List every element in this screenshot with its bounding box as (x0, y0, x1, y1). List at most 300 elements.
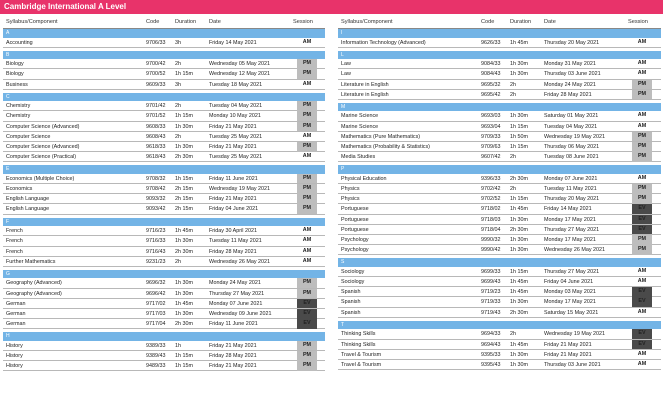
code-cell: 9489/33 (146, 363, 166, 370)
session-badge: PM (632, 235, 652, 245)
subject-cell: Business (6, 81, 28, 88)
session-badge: PM (632, 245, 652, 255)
code-cell: 9396/33 (481, 175, 501, 182)
code-cell: 9084/43 (481, 71, 501, 78)
session-badge: EV (632, 215, 652, 225)
session-badge: AM (302, 132, 312, 139)
subject-cell: Computer Science (Advanced) (6, 123, 80, 130)
subject-cell: Geography (Advanced) (6, 280, 62, 287)
session-badge: PM (297, 278, 317, 288)
session-badge: PM (632, 184, 652, 194)
date-cell: Thursday 20 May 2021 (544, 39, 600, 46)
subject-cell: Physical Education (341, 175, 387, 182)
duration-cell: 1h 50m (510, 133, 528, 140)
header-subject: Syllabus/Component (341, 19, 393, 25)
table-row (3, 80, 325, 90)
session-badge: PM (297, 122, 317, 132)
code-cell: 9702/42 (481, 186, 501, 193)
table-row (338, 350, 661, 360)
date-cell: Friday 14 May 2021 (544, 206, 592, 213)
timetable-right-column (338, 16, 661, 373)
session-badge: AM (637, 174, 647, 181)
duration-cell: 1h 30m (175, 144, 193, 150)
duration-cell: 2h 15m (175, 196, 193, 203)
code-cell: 9717/03 (146, 310, 166, 317)
date-cell: Wednesday 09 June 2021 (209, 310, 272, 317)
date-cell: Tuesday 25 May 2021 (209, 154, 263, 161)
code-cell: 9990/42 (481, 247, 501, 254)
date-cell: Tuesday 11 May 2021 (544, 186, 597, 193)
subject-cell: Marine Science (341, 113, 379, 120)
table-row (3, 69, 325, 79)
subject-cell: Travel & Tourism (341, 361, 382, 368)
duration-cell: 2h 30m (510, 175, 528, 182)
date-cell: Thursday 03 June 2021 (544, 71, 601, 78)
duration-cell: 2h 15m (175, 206, 193, 213)
section-letter: T (341, 321, 345, 328)
session-badge: PM (297, 174, 317, 184)
subject-cell: Accounting (6, 39, 33, 46)
table-row (3, 122, 325, 132)
table-header (338, 16, 661, 29)
date-cell: Friday 28 May 2021 (209, 353, 257, 359)
code-cell: 9706/33 (146, 39, 166, 46)
date-cell: Friday 28 May 2021 (209, 248, 257, 255)
date-cell: Monday 17 May 2021 (544, 299, 596, 306)
code-cell: 9716/43 (146, 248, 166, 255)
date-cell: Monday 24 May 2021 (544, 81, 596, 88)
subject-cell: Thinking Skills (341, 331, 376, 338)
duration-cell: 1h (175, 342, 181, 349)
table-row (338, 132, 661, 142)
section-letter: P (341, 166, 345, 173)
session-badge: PM (632, 90, 652, 100)
session-badge: AM (637, 60, 647, 67)
session-badge: AM (302, 80, 312, 87)
duration-cell: 2h (175, 133, 181, 140)
duration-cell: 1h 30m (510, 71, 528, 78)
code-cell: 9717/02 (146, 300, 166, 307)
table-row (338, 122, 661, 132)
duration-cell: 1h 30m (510, 61, 528, 68)
duration-cell: 1h 30m (510, 113, 528, 120)
session-badge: PM (297, 142, 317, 152)
table-row (3, 174, 325, 184)
session-badge: AM (637, 112, 647, 119)
subject-cell: Portuguese (341, 226, 369, 233)
session-badge: AM (637, 360, 647, 367)
duration-cell: 1h 15m (175, 175, 193, 182)
table-row (3, 142, 325, 152)
table-row (338, 340, 661, 350)
code-cell: 9718/04 (481, 226, 501, 233)
table-row (3, 226, 325, 236)
date-cell: Wednesday 26 May 2021 (209, 258, 271, 265)
session-badge: AM (637, 267, 647, 274)
subject-cell: Sociology (341, 268, 365, 275)
date-cell: Monday 10 May 2021 (209, 113, 261, 120)
code-cell: 9626/33 (481, 39, 501, 46)
subject-cell: Information Technology (Advanced) (341, 39, 426, 46)
subject-cell: English Language (6, 206, 50, 213)
table-row (3, 204, 325, 214)
subject-cell: French (6, 248, 23, 255)
title-banner (0, 0, 663, 14)
session-badge: EV (632, 225, 652, 235)
subject-cell: Mathematics (Pure Mathematics) (341, 133, 421, 140)
section-letter: I (341, 30, 343, 36)
session-badge: AM (637, 350, 647, 357)
section-letter: E (6, 166, 10, 173)
session-badge: AM (302, 257, 312, 264)
session-badge: PM (297, 361, 317, 371)
table-row (3, 247, 325, 257)
section-header (3, 332, 325, 341)
duration-cell: 1h 30m (175, 280, 193, 287)
date-cell: Wednesday 05 May 2021 (209, 61, 271, 68)
duration-cell: 1h 30m (510, 237, 528, 243)
code-cell: 9717/04 (146, 321, 166, 328)
subject-cell: French (6, 238, 23, 245)
code-cell: 9395/43 (481, 361, 501, 368)
duration-cell: 1h 30m (175, 310, 193, 317)
table-row (338, 235, 661, 245)
table-row (3, 59, 325, 69)
date-cell: Monday 03 May 2021 (544, 289, 596, 296)
duration-cell: 2h (175, 103, 181, 110)
section-header (338, 258, 661, 267)
session-badge: EV (297, 319, 317, 329)
date-cell: Friday 28 May 2021 (544, 91, 592, 98)
date-cell: Monday 31 May 2021 (544, 61, 596, 68)
date-cell: Tuesday 11 May 2021 (209, 238, 262, 245)
table-row (338, 329, 661, 339)
table-row (3, 111, 325, 121)
section-letter: G (6, 270, 10, 277)
subject-cell: Spanish (341, 299, 361, 306)
subject-cell: Physics (341, 186, 360, 193)
subject-cell: Physics (341, 196, 360, 203)
duration-cell: 1h 15m (175, 353, 193, 359)
subject-cell: German (6, 321, 26, 328)
table-row (338, 297, 661, 307)
header-duration: Duration (510, 19, 532, 25)
section-letter: C (6, 93, 10, 100)
session-badge: EV (297, 309, 317, 319)
duration-cell: 1h 45m (175, 300, 193, 307)
code-cell: 9389/43 (146, 353, 166, 359)
session-badge: PM (297, 101, 317, 111)
header-date: Date (209, 19, 221, 25)
subject-cell: Law (341, 61, 351, 68)
date-cell: Friday 21 May 2021 (544, 351, 592, 358)
date-cell: Tuesday 18 May 2021 (209, 81, 263, 88)
date-cell: Wednesday 19 May 2021 (209, 186, 271, 193)
code-cell: 9395/33 (481, 351, 501, 358)
date-cell: Monday 07 June 2021 (544, 175, 598, 182)
code-cell: 9608/33 (146, 123, 166, 130)
duration-cell: 1h 45m (175, 228, 193, 235)
table-row (3, 257, 325, 267)
table-row (3, 152, 325, 162)
date-cell: Friday 30 April 2021 (209, 228, 257, 235)
subject-cell: Biology (6, 61, 24, 68)
date-cell: Saturday 01 May 2021 (544, 113, 599, 120)
session-badge: AM (637, 38, 647, 45)
code-cell: 9607/42 (481, 154, 501, 161)
code-cell: 9389/33 (146, 342, 166, 349)
duration-cell: 1h 45m (510, 39, 528, 46)
table-row (338, 59, 661, 69)
table-row (338, 287, 661, 297)
duration-cell: 1h 45m (510, 289, 528, 296)
code-cell: 9709/63 (481, 144, 501, 150)
session-badge: PM (297, 351, 317, 361)
subject-cell: Economics (Multiple Choice) (6, 175, 75, 182)
subject-cell: Chemistry (6, 113, 31, 120)
duration-cell: 2h 30m (510, 309, 528, 316)
section-header (3, 51, 325, 60)
code-cell: 9618/43 (146, 154, 166, 161)
date-cell: Tuesday 25 May 2021 (209, 133, 263, 140)
date-cell: Thursday 20 May 2021 (544, 196, 600, 203)
table-row (3, 194, 325, 204)
session-badge: EV (632, 287, 652, 297)
table-row (338, 277, 661, 287)
code-cell: 9699/33 (481, 268, 501, 275)
session-badge: AM (302, 38, 312, 45)
table-row (338, 360, 661, 370)
date-cell: Friday 04 June 2021 (544, 279, 594, 286)
subject-cell: History (6, 342, 23, 349)
duration-cell: 1h 45m (510, 279, 528, 286)
code-cell: 9716/33 (146, 238, 166, 245)
subject-cell: Computer Science (Advanced) (6, 144, 80, 150)
table-row (338, 184, 661, 194)
duration-cell: 1h 30m (175, 123, 193, 130)
duration-cell: 1h 15m (510, 144, 528, 150)
date-cell: Monday 07 June 2021 (209, 300, 263, 307)
table-row (338, 215, 661, 225)
code-cell: 9701/42 (146, 103, 166, 110)
duration-cell: 2h 30m (510, 226, 528, 233)
date-cell: Wednesday 26 May 2021 (544, 247, 606, 254)
code-cell: 9708/32 (146, 175, 166, 182)
code-cell: 9990/32 (481, 237, 501, 243)
table-row (338, 204, 661, 214)
table-row (3, 351, 325, 361)
duration-cell: 2h (510, 91, 516, 98)
code-cell: 9700/52 (146, 71, 166, 78)
session-badge: PM (297, 111, 317, 121)
subject-cell: History (6, 363, 23, 370)
section-header (3, 29, 325, 38)
duration-cell: 1h 45m (510, 206, 528, 213)
section-header (3, 93, 325, 102)
date-cell: Friday 04 June 2021 (209, 206, 259, 213)
table-row (3, 132, 325, 142)
session-badge: AM (302, 227, 312, 234)
subject-cell: Biology (6, 71, 24, 78)
subject-cell: Law (341, 71, 351, 78)
section-letter: L (341, 51, 344, 58)
date-cell: Monday 17 May 2021 (544, 216, 596, 223)
duration-cell: 2h (175, 258, 181, 265)
section-header (338, 165, 661, 174)
duration-cell: 2h 30m (175, 248, 193, 255)
code-cell: 9709/33 (481, 133, 501, 140)
section-letter: S (341, 259, 345, 266)
session-badge: PM (297, 69, 317, 79)
subject-cell: French (6, 228, 23, 235)
code-cell: 9696/32 (146, 280, 166, 287)
session-badge: PM (632, 80, 652, 90)
subject-cell: Media Studies (341, 154, 376, 161)
header-code: Code (146, 19, 160, 25)
table-row (3, 289, 325, 299)
duration-cell: 2h 30m (175, 321, 193, 328)
session-badge: EV (632, 204, 652, 214)
section-letter: F (6, 218, 10, 225)
table-row (3, 101, 325, 111)
date-cell: Wednesday 19 May 2021 (544, 331, 606, 338)
subject-cell: Sociology (341, 279, 365, 286)
date-cell: Friday 21 May 2021 (209, 196, 257, 203)
subject-cell: Portuguese (341, 216, 369, 223)
subject-cell: Marine Science (341, 123, 379, 130)
duration-cell: 1h 15m (175, 113, 193, 120)
duration-cell: 2h (510, 154, 516, 161)
code-cell: 9231/23 (146, 258, 166, 265)
code-cell: 9694/43 (481, 341, 501, 348)
table-row (3, 309, 325, 319)
duration-cell: 1h 30m (510, 299, 528, 306)
table-row (338, 245, 661, 255)
table-row (338, 308, 661, 318)
table-row (338, 194, 661, 204)
section-header (3, 270, 325, 279)
subject-cell: German (6, 310, 26, 317)
table-row (338, 142, 661, 152)
date-cell: Monday 24 May 2021 (209, 280, 261, 287)
session-badge: AM (637, 122, 647, 129)
subject-cell: Economics (6, 186, 33, 193)
code-cell: 9708/42 (146, 186, 166, 193)
session-badge: PM (297, 204, 317, 214)
date-cell: Friday 21 May 2021 (209, 123, 257, 130)
header-duration: Duration (175, 19, 197, 25)
session-badge: AM (302, 153, 312, 160)
table-row (3, 236, 325, 246)
session-badge: PM (297, 289, 317, 299)
code-cell: 9693/04 (481, 123, 501, 130)
table-row (338, 267, 661, 277)
duration-cell: 1h 45m (510, 341, 528, 348)
table-row (338, 80, 661, 90)
session-badge: PM (632, 132, 652, 142)
table-row (338, 69, 661, 79)
duration-cell: 3h (175, 39, 181, 46)
date-cell: Friday 21 May 2021 (209, 144, 257, 150)
date-cell: Friday 21 May 2021 (209, 363, 257, 370)
session-badge: AM (637, 70, 647, 77)
duration-cell: 2h (510, 186, 516, 193)
code-cell: 9609/33 (146, 81, 166, 88)
date-cell: Tuesday 08 June 2021 (544, 154, 599, 161)
table-row (3, 278, 325, 288)
subject-cell: Psychology (341, 247, 369, 254)
session-badge: EV (632, 297, 652, 307)
subject-cell: Portuguese (341, 206, 369, 213)
subject-cell: English Language (6, 196, 50, 203)
table-row (338, 90, 661, 100)
code-cell: 9719/43 (481, 309, 501, 316)
subject-cell: Travel & Tourism (341, 351, 382, 358)
table-row (338, 174, 661, 184)
date-cell: Monday 17 May 2021 (544, 237, 596, 243)
subject-cell: Geography (Advanced) (6, 290, 62, 297)
section-header (3, 165, 325, 174)
duration-cell: 2h (175, 61, 181, 68)
code-cell: 9695/42 (481, 91, 501, 98)
date-cell: Friday 21 May 2021 (209, 342, 257, 349)
subject-cell: Literature in English (341, 91, 389, 98)
duration-cell: 2h 30m (175, 154, 193, 161)
date-cell: Friday 14 May 2021 (209, 39, 257, 46)
subject-cell: Computer Science (Practical) (6, 154, 77, 161)
code-cell: 9618/33 (146, 144, 166, 150)
duration-cell: 1h 30m (175, 290, 193, 297)
date-cell: Wednesday 19 May 2021 (544, 133, 606, 140)
table-row (3, 299, 325, 309)
session-badge: AM (637, 278, 647, 285)
header-subject: Syllabus/Component (6, 19, 58, 25)
duration-cell: 2h (510, 81, 516, 88)
subject-cell: Further Mathematics (6, 258, 56, 265)
duration-cell: 1h 30m (510, 247, 528, 254)
session-badge: PM (297, 194, 317, 204)
table-row (338, 38, 661, 48)
duration-cell: 3h (175, 81, 181, 88)
code-cell: 9694/33 (481, 331, 501, 338)
date-cell: Friday 11 June 2021 (209, 175, 258, 182)
code-cell: 9718/03 (481, 216, 501, 223)
section-letter: H (6, 333, 10, 340)
code-cell: 9695/32 (481, 81, 501, 88)
code-cell: 9608/43 (146, 133, 166, 140)
date-cell: Thursday 27 May 2021 (544, 226, 600, 233)
table-row (3, 38, 325, 48)
header-code: Code (481, 19, 495, 25)
header-session: Session (293, 19, 313, 25)
code-cell: 9699/43 (481, 279, 501, 286)
section-letter: B (6, 51, 10, 58)
session-badge: EV (297, 299, 317, 309)
code-cell: 9719/33 (481, 299, 501, 306)
subject-cell: Spanish (341, 289, 361, 296)
subject-cell: German (6, 300, 26, 307)
date-cell: Wednesday 12 May 2021 (209, 71, 271, 78)
table-row (3, 319, 325, 329)
code-cell: 9693/03 (481, 113, 501, 120)
duration-cell: 1h 15m (510, 196, 528, 203)
duration-cell: 1h 30m (510, 361, 528, 368)
session-badge: AM (302, 237, 312, 244)
code-cell: 9701/52 (146, 113, 166, 120)
page-title: Cambridge International A Level (4, 2, 127, 11)
date-cell: Thursday 27 May 2021 (544, 268, 600, 275)
session-badge: PM (297, 59, 317, 69)
